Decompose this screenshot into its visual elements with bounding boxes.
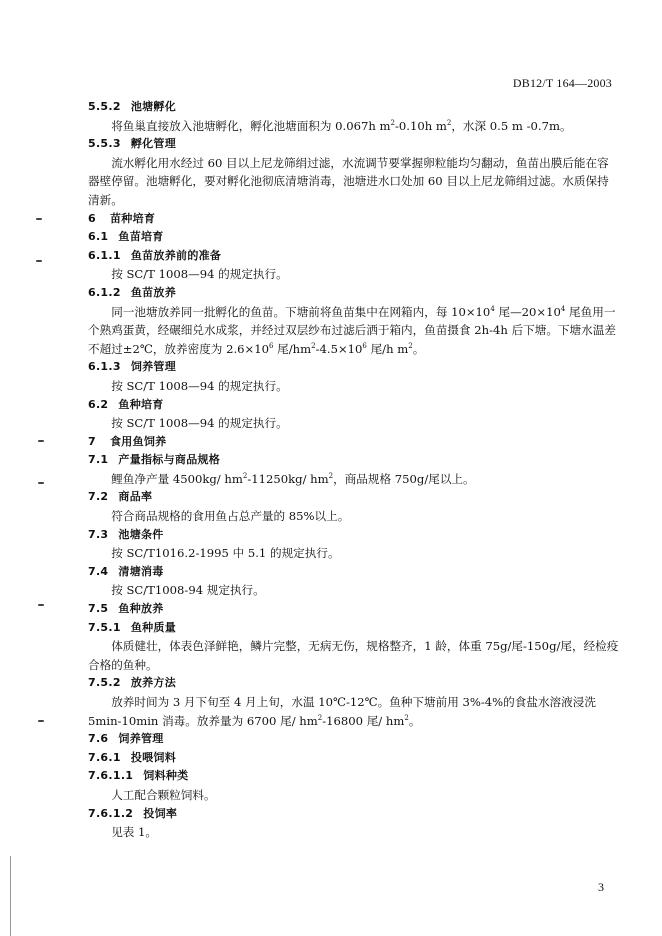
section-title: 清塘消毒 — [118, 564, 164, 578]
paragraph-line: 放养时间为 3 月下旬至 4 月上旬，水温 10℃-12℃。鱼种下塘前用 3%-4%的食盐水溶液浸洗 — [111, 695, 596, 709]
scan-mark — [36, 218, 42, 220]
section-title: 商品率 — [118, 490, 153, 504]
document-body — [88, 98, 619, 842]
section-heading — [88, 563, 613, 582]
section-title: 饲养管理 — [118, 732, 164, 746]
paragraph: 鲤鱼净产量 4500kg/ $hm^2-11250kg/$ $hm^2$，商品规格 750g/尾以上。 — [111, 471, 475, 486]
paragraph: 按 SC/T 1008—94 的规定执行。 — [111, 416, 288, 431]
paragraph-line: 清新。 — [88, 192, 123, 207]
paragraph-line: 器壁停留。池塘孵化，要对孵化池彻底清塘消毒，池塘进水口处加 60 目以上尼龙筛绢过滤。水质保持 — [88, 174, 609, 189]
section-heading — [88, 674, 613, 693]
section-title: 产量指标与商品规格 — [118, 453, 221, 467]
paragraph: 符合商品规格的食用鱼占总产量的 85%以上。 — [111, 509, 350, 524]
section-heading — [88, 135, 613, 154]
section-number: 7 — [88, 434, 96, 448]
section-title: 鱼种放养 — [118, 602, 164, 616]
section-title: 鱼种质量 — [130, 620, 177, 634]
section-title: 食用鱼饲养 — [109, 434, 167, 448]
section-heading — [88, 228, 613, 247]
section-heading — [88, 284, 613, 303]
scan-mark — [38, 482, 44, 484]
scan-mark — [38, 720, 44, 722]
section-title: 鱼苗放养 — [130, 285, 177, 299]
standard-code: DB12/T 164—2003 — [512, 76, 612, 90]
section-number: 6 — [88, 211, 96, 225]
paragraph-line: 体质健壮，体表色泽鲜艳，鳞片完整，无病无伤，规格整齐，1 龄，体重 75g/尾-150g/尾，经检疫 — [111, 639, 619, 654]
section-number: 7.5.2 — [88, 676, 121, 690]
section-title: 放养方法 — [130, 676, 177, 690]
section-heading — [88, 488, 613, 507]
section-heading — [88, 767, 613, 786]
section-title: 孵化管理 — [130, 137, 177, 151]
paragraph-line: 不超过±2℃，放养密度为 $2.6\times 10^6$ 尾$/hm^2-4.5\times 10^6$ 尾/h $m^2$。 — [88, 341, 425, 356]
section-number: 6.1.3 — [88, 360, 121, 374]
paragraph: 按 SC/T 1008—94 的规定执行。 — [111, 378, 288, 393]
section-number: 6.1.2 — [88, 285, 121, 299]
section-number: 7.1 — [88, 453, 109, 467]
section-heading — [88, 749, 613, 768]
scan-edge-line — [10, 856, 11, 936]
section-title: 鱼苗培育 — [118, 230, 164, 244]
section-title: 投喂饲料 — [130, 750, 177, 764]
section-title: 鱼种培育 — [118, 397, 164, 411]
paragraph-line: 个熟鸡蛋黄，经碾细兑水成浆，并经过双层纱布过滤后洒于箱内，鱼苗摄食 2h-4h 后下塘。下塘水温差 — [88, 323, 616, 338]
section-number: 7.5 — [88, 602, 109, 616]
scan-mark — [36, 260, 42, 262]
section-heading — [88, 526, 613, 545]
paragraph: 按 SC/T1008-94 规定执行。 — [111, 583, 265, 598]
paragraph: 人工配合颗粒饲料。 — [111, 787, 216, 802]
section-number: 6.2 — [88, 397, 109, 411]
section-heading — [88, 805, 613, 824]
section-number: 7.5.1 — [88, 620, 121, 634]
section-number: 7.6.1.2 — [88, 806, 134, 820]
section-heading — [88, 210, 613, 229]
section-number: 7.2 — [88, 490, 109, 504]
section-heading — [88, 358, 613, 377]
paragraph-line: 同一池塘放养同一批孵化的鱼苗。下塘前将鱼苗集中在网箱内，每 $10\times 10^4$ 尾$—20\times 10^4$ 尾鱼用一 — [111, 304, 616, 319]
section-title: 饲料种类 — [143, 769, 189, 783]
section-number: 6.1.1 — [88, 248, 121, 262]
section-heading — [88, 451, 613, 470]
section-title: 饲养管理 — [130, 360, 177, 374]
section-number: 5.5.3 — [88, 137, 121, 151]
scan-mark — [38, 440, 44, 442]
section-heading — [88, 98, 613, 117]
section-title: 投饲率 — [143, 806, 178, 820]
section-heading — [88, 396, 613, 415]
scan-mark — [38, 604, 44, 606]
section-number: 7.3 — [88, 527, 109, 541]
section-number: 6.1 — [88, 230, 109, 244]
section-title: 池塘条件 — [118, 527, 164, 541]
paragraph-line: 合格的鱼种。 — [88, 657, 158, 672]
paragraph: 将鱼巢直接放入池塘孵化，孵化池塘面积为 0.067h $m^2-0.10h$ $m^2$，水深 0.5 m -0.7m。 — [111, 118, 572, 133]
paragraph-line: 流水孵化用水经过 60 目以上尼龙筛绢过滤，水流调节要掌握卵粒能均匀翻动，鱼苗出膜后能在容 — [111, 155, 609, 170]
section-heading — [88, 600, 613, 619]
section-number: 7.6 — [88, 732, 109, 746]
section-number: 5.5.2 — [88, 100, 121, 113]
section-heading — [88, 247, 613, 266]
paragraph-line: 5min-10min 消毒。放养量为 6700 尾/ $hm^2-16800$ 尾/ $hm^2$。 — [88, 713, 421, 728]
paragraph: 按 SC/T 1008—94 的规定执行。 — [111, 267, 288, 282]
section-number: 7.6.1 — [88, 750, 121, 764]
section-number: 7.6.1.1 — [88, 769, 134, 783]
page-number: 3 — [598, 880, 604, 894]
section-heading — [88, 730, 613, 749]
section-number: 7.4 — [88, 564, 109, 578]
section-title: 苗种培育 — [109, 211, 156, 225]
section-heading — [88, 619, 613, 638]
section-title: 鱼苗放养前的准备 — [130, 248, 222, 262]
section-heading — [88, 433, 613, 452]
paragraph: 见表 1。 — [111, 825, 158, 840]
paragraph: 按 SC/T1016.2-1995 中 5.1 的规定执行。 — [111, 546, 340, 561]
section-title: 池塘孵化 — [130, 100, 177, 113]
